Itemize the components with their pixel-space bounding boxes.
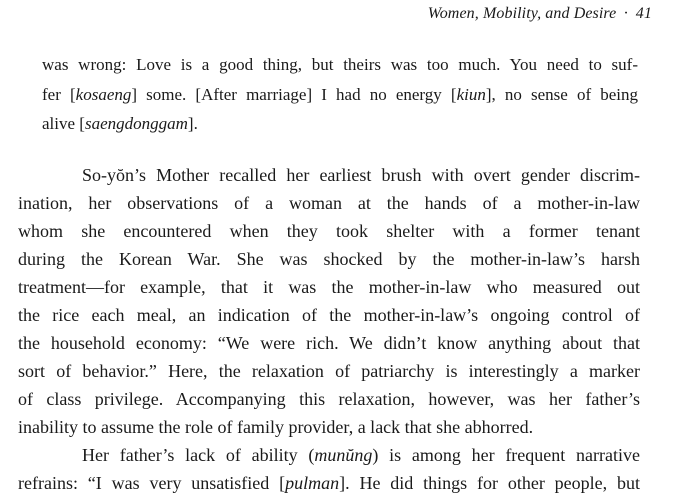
running-head-separator: ·	[623, 5, 629, 22]
text-line: the household economy: “We were rich. We didn’t know anything about that	[18, 333, 640, 353]
text-line: treatment—for example, that it was the mother-in-law who measured out	[18, 277, 640, 297]
text-line: refrains: “I was very unsatisfied [pulman]. He did things for other people, but	[18, 473, 640, 493]
text-line: the rice each meal, an indication of the mother-in-law’s ongoing control of	[18, 305, 640, 325]
page-number: 41	[635, 5, 652, 22]
italic-term: pulman	[285, 473, 340, 493]
text-line: during the Korean War. She was shocked by the mother-in-law’s harsh	[18, 249, 640, 269]
italic-term: kosaeng	[75, 85, 132, 104]
italic-term: munŭng	[314, 445, 373, 465]
text-line: alive [saengdonggam].	[42, 114, 198, 133]
italic-term: saengdonggam	[84, 114, 188, 133]
text-line: ination, her observations of a woman at the hands of a mother-in-law	[18, 193, 640, 213]
running-head-title: Women, Mobility, and Desire	[427, 5, 617, 22]
italic-term: kiun	[456, 85, 486, 104]
text-line: whom she encountered when they took shelter with a former tenant	[18, 221, 640, 241]
text-line: sort of behavior.” Here, the relaxation of patriarchy is interestingly a marker	[18, 361, 640, 381]
text-line: Her father’s lack of ability (munŭng) is among her frequent narrative	[82, 445, 640, 465]
text-line: So-yŏn’s Mother recalled her earliest brush with overt gender discrim-	[82, 165, 640, 185]
text-line: of class privilege. Accompanying this relaxation, however, was her father’s	[18, 389, 640, 409]
running-head	[428, 5, 652, 23]
text-line: fer [kosaeng] some. [After marriage] I had no energy [kiun], no sense of being	[42, 85, 638, 104]
text-line: inability to assume the role of family provider, a lack that she abhorred.	[18, 417, 534, 437]
text-line: was wrong: Love is a good thing, but theirs was too much. You need to suf-	[42, 55, 638, 74]
